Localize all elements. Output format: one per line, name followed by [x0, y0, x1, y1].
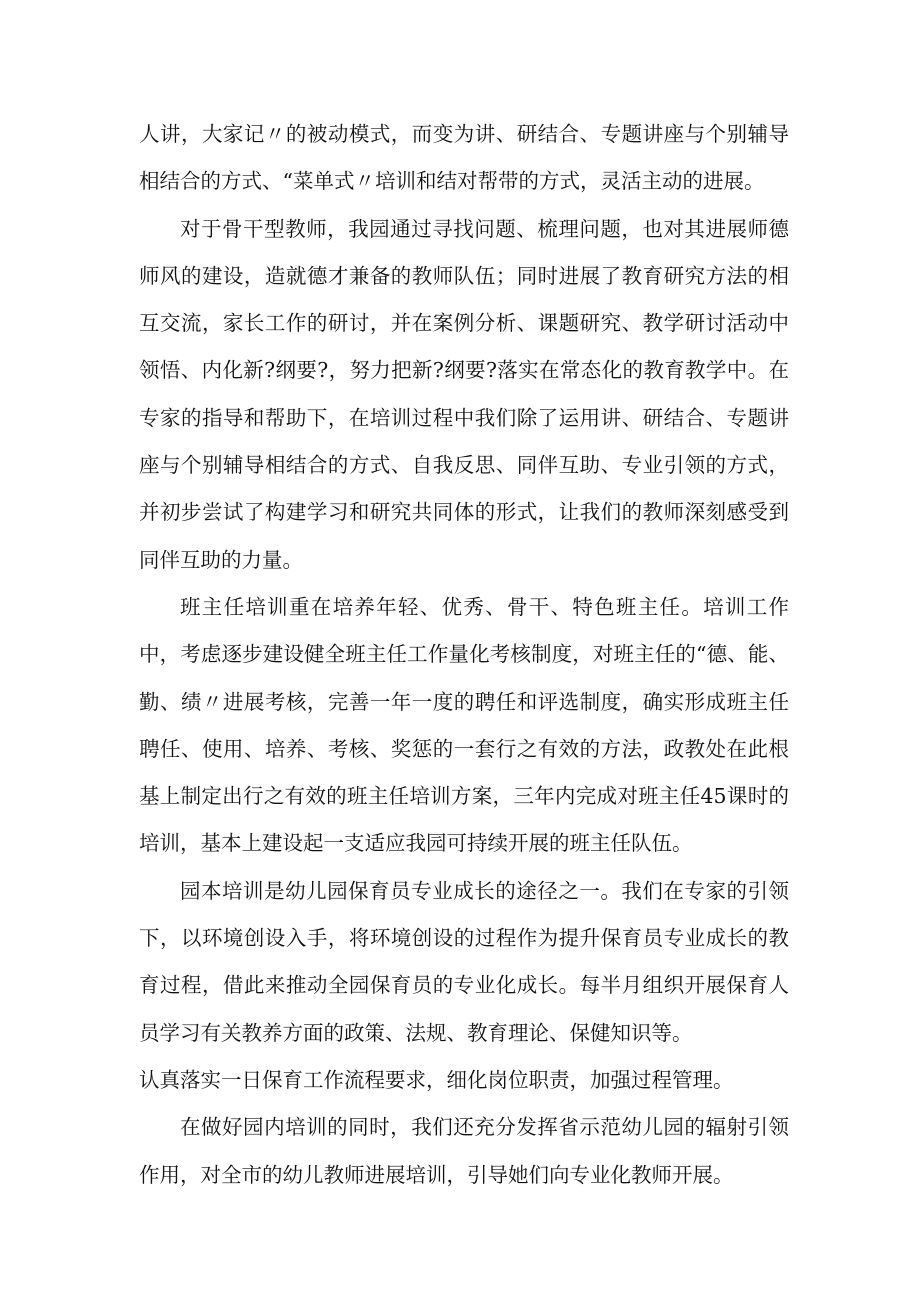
paragraph-2: 对于骨干型教师，我园通过寻找问题、梳理问题，也对其进展师德师风的建设，造就德才兼备的教师队伍；同时进展了教育研究方法的相互交流，家长工作的研讨，并在案例分析、课题研究、教学研讨活动中领悟、内化新?纲要?，努力把新?纲要?落实在常态化的教育教学中。在专家的指导和帮助下，在培训过程中我们除了运用讲、研结合、专题讲座与个别辅导相结合的方式、自我反思、同伴互助、专业引领的方式，并初步尝试了构建学习和研究共同体的形式，让我们的教师深刻感受到同伴互助的力量。 — [139, 216, 789, 572]
paragraph-3: 班主任培训重在培养年轻、优秀、骨干、特色班主任。培训工作中，考虑逐步建设健全班主任工作量化考核制度，对班主任的“德、能、勤、绩〃进展考核，完善一年一度的聘任和评选制度，确实形成班主任聘任、使用、培养、考核、奖惩的一套行之有效的方法，政教处在此根基上制定出行之有效的班主任培训方案，三年内完成对班主任45课时的培训，基本上建设起一支适应我园可持续开展的班主任队伍。 — [139, 594, 789, 856]
paragraph-1: 人讲，大家记〃的被动模式，而变为讲、研结合、专题讲座与个别辅导相结合的方式、“菜单式〃培训和结对帮带的方式，灵活主动的进展。 — [139, 122, 789, 194]
paragraph-4: 园本培训是幼儿园保育员专业成长的途径之一。我们在专家的引领下，以环境创设入手，将环境创设的过程作为提升保育员专业成长的教育过程，借此来推动全园保育员的专业化成长。每半月组织开展保育人员学习有关教养方面的政策、法规、教育理论、保健知识等。 — [139, 878, 789, 1045]
document-body — [139, 111, 789, 1199]
paragraph-6: 在做好园内培训的同时，我们还充分发挥省示范幼儿园的辐射引领作用，对全市的幼儿教师进展培训，引导她们向专业化教师开展。 — [139, 1115, 789, 1187]
paragraph-5: 认真落实一日保育工作流程要求，细化岗位职责，加强过程管理。 — [139, 1067, 734, 1092]
